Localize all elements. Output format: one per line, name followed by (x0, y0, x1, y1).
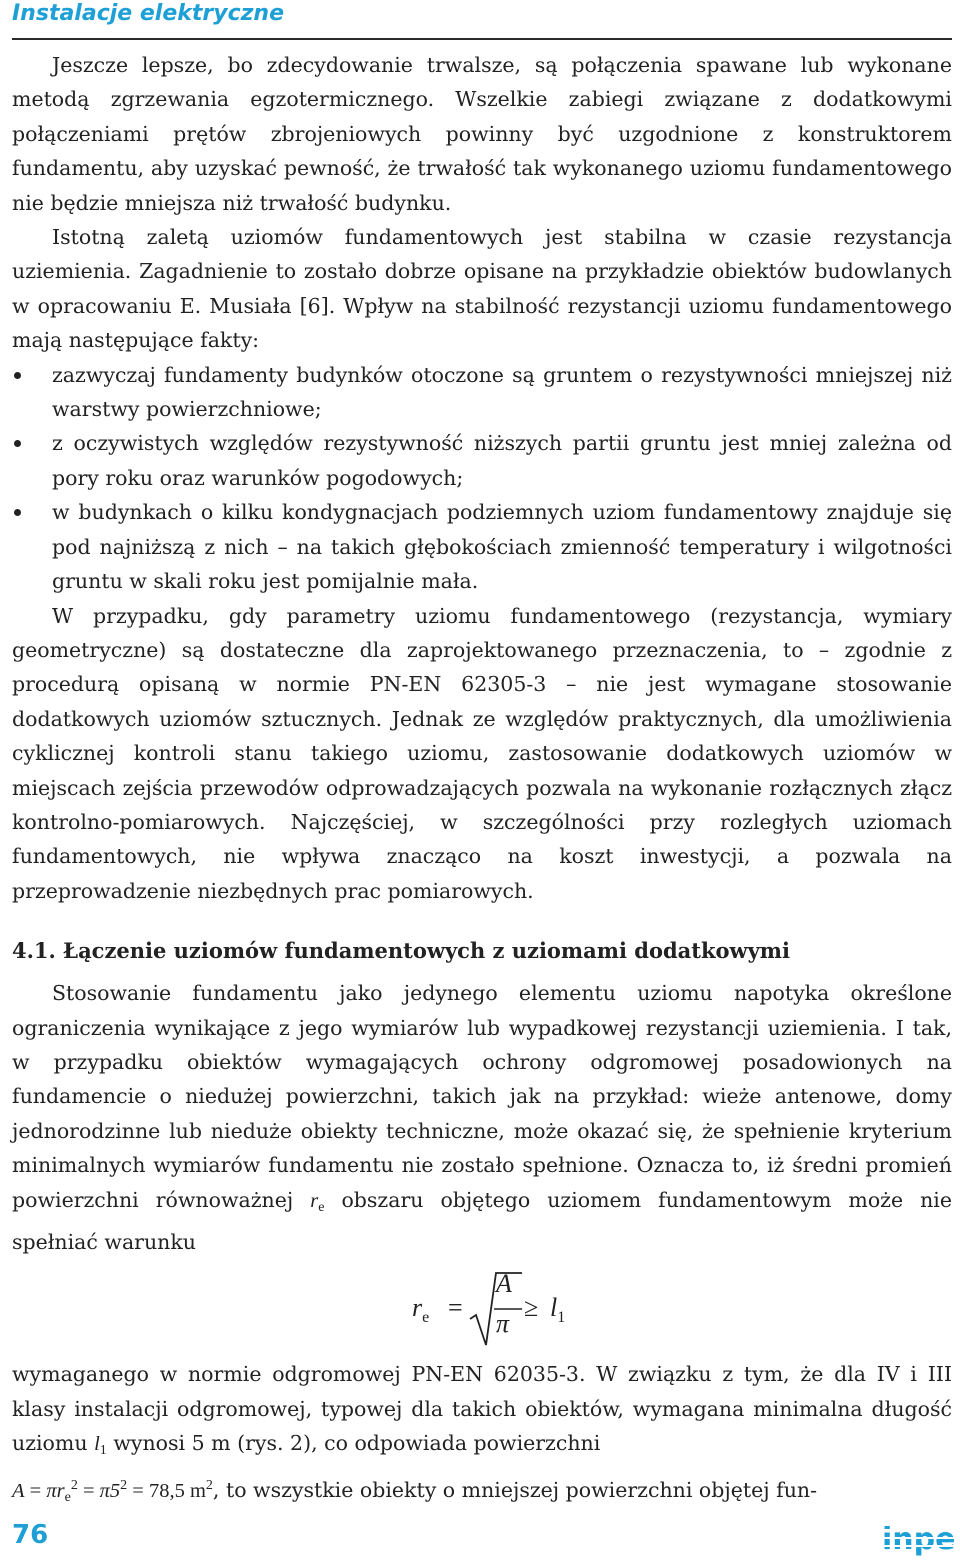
section-heading: 4.1. Łączenie uziomów fundamentowych z uziomami dodatkowymi (12, 938, 790, 964)
list-item: z oczywistych względów rezystywność niższych partii gruntu jest mniej zależna od pory roku oraz warunków pogodowych; (12, 426, 952, 495)
text-run: , to wszystkie obiekty o mniejszej powierzchni objętej fun- (212, 1477, 818, 1502)
formula-lhs: $r_e$ (412, 1293, 430, 1327)
formula-numerator: A (496, 1269, 512, 1299)
list-item: w budynkach o kilku kondygnacjach podziemnych uziom fundamentowy znajduje się pod najniższą z nich – na takich głębokościach zmienność temperatury i wilgotności gruntu w skali roku jest pomijalnie mała. (12, 495, 952, 598)
facts-list (12, 358, 952, 599)
formula-equals: = (448, 1293, 463, 1323)
page-header (12, 0, 952, 40)
page-number: 76 (12, 1520, 49, 1550)
list-item: zazwyczaj fundamenty budynków otoczone są gruntem o rezystywności mniejszej niż warstwy powierzchniowe; (12, 358, 952, 427)
formula-radius-condition (12, 1269, 952, 1351)
text-run: wynosi 5 m (rys. 2), co odpowiada powierzchni (113, 1431, 601, 1456)
text-run: Stosowanie fundamentu jako jedynego elementu uziomu napotyka określone ograniczenia wynikające z jego wymiarów lub wypadkowej rezystancji uziemienia. I tak, w przypadku obiektów wymagających ochrony odgromowej posadowionych na fundamencie o niedużej powierzchni, takich jak na przykład: wieże antenowe, domy jednorodzinne lub nieduże obiekty techniczne, może okazać się, że spełnienie kryterium minimalnych wymiarów fundamentu nie zostało spełnione. Oznacza to, iż średni promień powierzchni równoważnej (12, 981, 952, 1212)
text-run: obszaru objętego uziomem fundamentowym może nie spełniać warunku (12, 1187, 952, 1254)
formula-rhs: $l_1$ (550, 1293, 566, 1327)
text-run: wymaganego w normie odgromowej PN-EN 62035-3. W związku z tym, że dla IV i III klasy instalacji odgromowej, typowej dla takich obiektów, wymagana minimalna długość uziomu (12, 1362, 952, 1456)
paragraph-limitations (12, 976, 952, 1259)
paragraph-parameters: W przypadku, gdy parametry uziomu fundamentowego (rezystancja, wymiary geometryczne) są dostateczne dla zaprojektowanego przeznaczenia, to – zgodnie z procedurą opisaną w normie PN-EN 62305-3 – nie jest wymagane stosowanie dodatkowych uziomów sztucznych. Jednak ze względów praktycznych, dla umożliwienia cyklicznej kontroli stanu takiego uziomu, zastosowanie dodatkowych uziomów w miejscach zejścia przewodów odprowadzających pozwala na wykonanie rozłącznych złącz kontrolno-pomiarowych. Najczęściej, w szczególności przy rozległych uziomach fundamentowych, nie wpływa znacząco na koszt inwestycji, a pozwala na przeprowadzenie niezbędnych prac pomiarowych. (12, 603, 952, 903)
math-area-equation: $A = \pi r_e^2 = \pi 5^2 = 78,5$ $m^2$ (12, 1477, 213, 1505)
formula-denominator: π (496, 1309, 510, 1339)
math-var: $r_e$ (310, 1189, 325, 1215)
formula-ge: ≥ (524, 1293, 539, 1323)
math-var: $l_1$ (94, 1433, 107, 1459)
inpe-logo-icon (880, 1518, 956, 1558)
logo-text: inpe (882, 1522, 956, 1557)
paragraph-requirement (12, 1357, 952, 1515)
article-body (12, 48, 952, 1515)
running-title: Instalacje elektryczne (12, 1, 285, 26)
paragraph-welding: Jeszcze lepsze, bo zdecydowanie trwalsze, są połączenia spawane lub wykonane metodą zgrzewania egzotermicznego. Wszelkie zabiegi związane z dodatkowymi połączeniami prętów zbrojeniowych powinny być uzgodnione z konstruktorem fundamentu, aby uzyskać pewność, że trwałość tak wykonanego uziomu fundamentowego nie będzie mniejsza niż trwałość budynku. (12, 53, 952, 215)
paragraph-stability: Istotną zaletą uziomów fundamentowych jest stabilna w czasie rezystancja uziemienia. Zagadnienie to zostało dobrze opisane na przykładzie obiektów budowlanych w opracowaniu E. Musiała [6]. Wpływ na stabilność rezystancji uziomu fundamentowego mają następujące fakty: (12, 225, 952, 353)
